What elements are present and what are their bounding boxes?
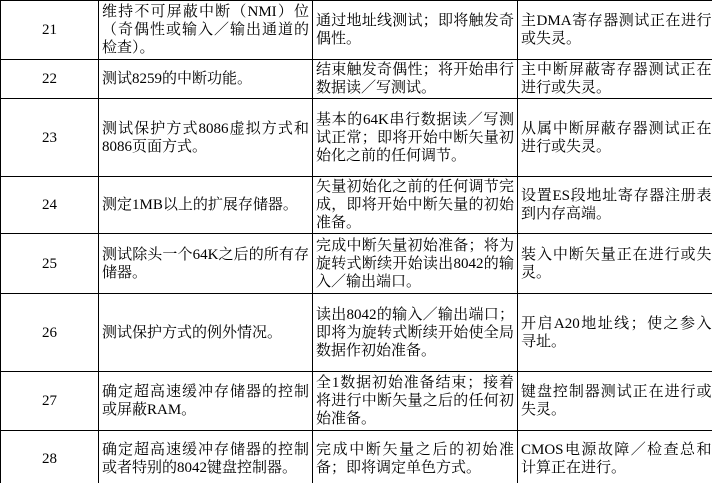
table-row	[1, 60, 712, 99]
post-code-cell: 26	[1, 294, 99, 372]
test-content-cell: 维持不可屏蔽中断（NMI）位（奇偶性或输入／输出通道的检查）。	[99, 1, 313, 60]
table-row	[1, 294, 712, 372]
post-code-cell: 27	[1, 372, 99, 431]
test-progress-cell: 完成中断矢量初始准备；将为旋转式断续开始读出8042的输入／输出端口。	[313, 234, 518, 294]
test-content-cell: 测定1MB以上的扩展存储器。	[99, 177, 313, 234]
post-code-cell: 24	[1, 177, 99, 234]
test-content-cell: 测试除头一个64K之后的所有存储器。	[99, 234, 313, 294]
table-row	[1, 372, 712, 431]
test-content-cell: 测试8259的中断功能。	[99, 60, 313, 99]
test-content-cell: 确定超高速缓冲存储器的控制或屏蔽RAM。	[99, 372, 313, 431]
test-progress-cell: 完成中断矢量之后的初始准备；即将调定单色方式。	[313, 431, 518, 483]
table-row	[1, 177, 712, 234]
status-meaning-cell: 开启A20地址线；使之参入寻址。	[518, 294, 712, 372]
status-meaning-cell: 主中断屏蔽寄存器测试正在进行或失灵。	[518, 60, 712, 99]
test-progress-cell: 读出8042的输入／输出端口；即将为旋转式断续开始使全局数据作初始准备。	[313, 294, 518, 372]
table-row	[1, 1, 712, 60]
status-meaning-cell: CMOS电源故障／检查总和计算正在进行。	[518, 431, 712, 483]
status-meaning-cell: 主DMA寄存器测试正在进行或失灵。	[518, 1, 712, 60]
test-progress-cell: 结束触发奇偶性；将开始串行数据读／写测试。	[313, 60, 518, 99]
test-progress-cell: 通过地址线测试；即将触发奇偶性。	[313, 1, 518, 60]
test-content-cell: 测试保护方式8086虚拟方式和8086页面方式。	[99, 99, 313, 177]
test-progress-cell: 基本的64K串行数据读／写测试正常；即将开始中断矢量初始化之前的任何调节。	[313, 99, 518, 177]
test-content-cell: 确定超高速缓冲存储器的控制或者特别的8042键盘控制器。	[99, 431, 313, 483]
post-code-cell: 28	[1, 431, 99, 483]
post-code-cell: 21	[1, 1, 99, 60]
table-row	[1, 234, 712, 294]
post-code-cell: 22	[1, 60, 99, 99]
status-meaning-cell: 键盘控制器测试正在进行或失灵。	[518, 372, 712, 431]
table-row	[1, 431, 712, 483]
table-row	[1, 99, 712, 177]
test-progress-cell: 全1数据初始准备结束；接着将进行中断矢量之后的任何初始准备。	[313, 372, 518, 431]
status-meaning-cell: 设置ES段地址寄存器注册表到内存高端。	[518, 177, 712, 234]
status-meaning-cell: 从属中断屏蔽存器测试正在进行或失灵。	[518, 99, 712, 177]
status-meaning-cell: 装入中断矢量正在进行或失灵。	[518, 234, 712, 294]
test-content-cell: 测试保护方式的例外情况。	[99, 294, 313, 372]
post-code-cell: 23	[1, 99, 99, 177]
post-code-cell: 25	[1, 234, 99, 294]
test-progress-cell: 矢量初始化之前的任何调节完成，即将开始中断矢量的初始准备。	[313, 177, 518, 234]
